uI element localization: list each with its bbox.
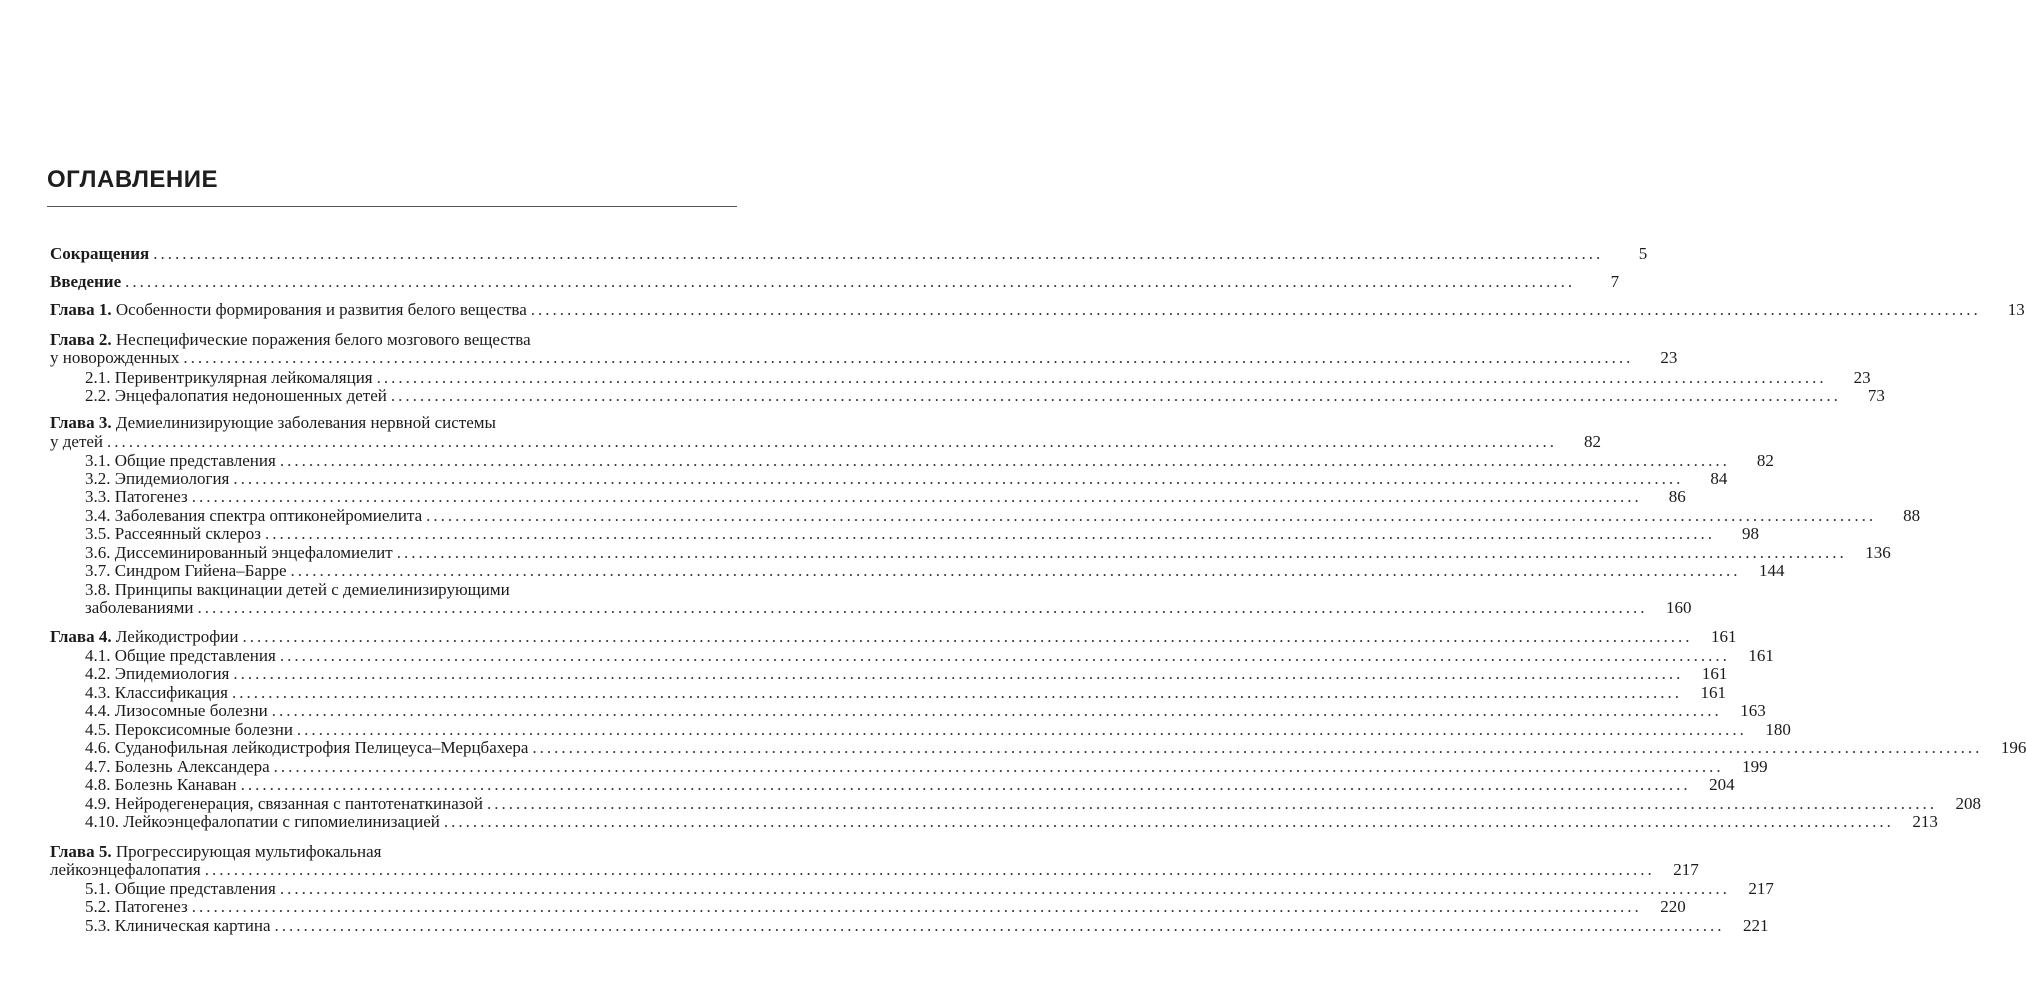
toc-entry-row — [50, 300, 2025, 320]
toc-entry-first-line — [50, 842, 382, 862]
toc-page-number: 23 — [1853, 368, 1871, 387]
dot-leader: ........................................................................................................................................................................................................ — [279, 451, 1730, 470]
dot-leader: ........................................................................................................................................................................................................ — [271, 701, 1722, 720]
dot-leader: ........................................................................................................................................................................................................ — [273, 757, 1724, 776]
toc-entry-row — [50, 627, 1737, 647]
toc-entry-line — [85, 738, 2026, 758]
toc-entry-text — [85, 386, 387, 406]
toc-entry-row — [85, 916, 1769, 936]
toc-entry-label: Глава 2. — [50, 330, 112, 349]
toc-entry-line — [85, 757, 1768, 777]
dot-leader: ........................................................................................................................................................................................................ — [279, 646, 1730, 665]
dot-leader: ........................................................................................................................................................................................................ — [191, 487, 1642, 506]
dot-leader: ........................................................................................................................................................................................................ — [530, 300, 1981, 319]
toc-page-number: 144 — [1759, 561, 1785, 580]
dot-leader: ........................................................................................................................................................................................................ — [426, 506, 1877, 525]
dot-leader: ........................................................................................................................................................................................................ — [390, 386, 1841, 405]
toc-entry-row — [85, 524, 1759, 544]
toc-entry-row — [85, 738, 2026, 758]
toc-entry-row — [85, 451, 1774, 471]
toc-entry-row — [50, 348, 1678, 368]
toc-page-number: 180 — [1765, 720, 1791, 739]
toc-entry-text — [85, 720, 293, 740]
toc-entry-row — [85, 701, 1766, 721]
toc-entry-row — [85, 757, 1768, 777]
toc-entry-title: 3.2. Эпидемиология — [85, 469, 230, 488]
toc-entry-text — [85, 701, 268, 721]
toc-entry-title: 4.6. Суданофильная лейкодистрофия Пелицеуса–Мерцбахера — [85, 738, 529, 757]
page-title: ОГЛАВЛЕНИЕ — [47, 166, 219, 193]
toc-entry-title: Особенности формирования и развития белого вещества — [115, 300, 527, 319]
toc-entry-row — [85, 720, 1791, 740]
toc-entry-line — [85, 469, 1728, 489]
toc-entry-line — [85, 897, 1686, 917]
toc-page-number: 161 — [1700, 683, 1726, 702]
toc-page-number: 161 — [1748, 646, 1774, 665]
toc-entry-line — [85, 368, 1871, 388]
toc-entry-title: 4.8. Болезнь Канаван — [85, 775, 237, 794]
toc-page-number: 204 — [1709, 775, 1735, 794]
toc-entry-title: 2.2. Энцефалопатия недоношенных детей — [85, 386, 387, 405]
toc-entry-title: 2.1. Перивентрикулярная лейкомаляция — [85, 368, 373, 387]
toc-page-number: 84 — [1710, 469, 1728, 488]
toc-entry-row — [85, 812, 1938, 832]
toc-entry-text — [50, 627, 238, 647]
dot-leader: ........................................................................................................................................................................................................ — [125, 272, 1576, 291]
toc-entry-text — [85, 487, 188, 507]
toc-entry-text — [85, 738, 528, 758]
toc-page-number: 217 — [1748, 879, 1774, 898]
dot-leader: ........................................................................................................................................................................................................ — [233, 664, 1684, 683]
toc-entry-line — [85, 386, 1885, 406]
toc-entry-label: Глава 3. — [50, 413, 112, 432]
dot-leader: ........................................................................................................................................................................................................ — [376, 368, 1827, 387]
toc-entry-text — [85, 683, 228, 703]
toc-page-number: 23 — [1660, 348, 1678, 367]
toc-page-number: 136 — [1865, 543, 1891, 562]
toc-entry-title: 5.3. Клиническая картина — [85, 916, 271, 935]
dot-leader: ........................................................................................................................................................................................................ — [107, 432, 1558, 451]
dot-leader: ........................................................................................................................................................................................................ — [191, 897, 1642, 916]
toc-entry-row — [85, 469, 1728, 489]
toc-entry-title: 4.10. Лейкоэнцефалопатии с гипомиелинизацией — [85, 812, 440, 831]
toc-entry-title: 3.4. Заболевания спектра оптиконейромиелита — [85, 506, 423, 525]
toc-entry-title: Прогрессирующая мультифокальная — [115, 842, 382, 861]
toc-entry-line — [85, 720, 1791, 740]
toc-page-number: 161 — [1710, 627, 1737, 646]
toc-entry-title: 4.5. Пероксисомные болезни — [85, 720, 293, 739]
toc-entry-text — [85, 812, 440, 832]
toc-page-number: 221 — [1743, 916, 1769, 935]
toc-entry-text — [85, 794, 483, 814]
toc-entry-title: 4.9. Нейродегенерация, связанная с пантотенаткиназой — [85, 794, 483, 813]
toc-entry-row — [85, 543, 1891, 563]
toc-entry-text — [50, 432, 103, 452]
toc-entry-row — [50, 272, 1620, 292]
dot-leader: ........................................................................................................................................................................................................ — [231, 683, 1682, 702]
toc-entry-title: 3.6. Диссеминированный энцефаломиелит — [85, 543, 393, 562]
dot-leader: ........................................................................................................................................................................................................ — [396, 543, 1847, 562]
toc-page-number: 88 — [1903, 506, 1921, 525]
toc-entry-label: Сокращения — [50, 244, 150, 263]
toc-entry-text — [85, 543, 393, 563]
toc-page-number: 5 — [1638, 244, 1648, 263]
toc-page-number: 13 — [2007, 300, 2025, 319]
toc-entry-title: 4.1. Общие представления — [85, 646, 276, 665]
toc-entry-text — [85, 897, 188, 917]
toc-entry-row — [50, 244, 1648, 264]
toc-entry-row — [85, 598, 1692, 618]
toc-entry-title: 4.2. Эпидемиология — [85, 664, 230, 683]
toc-page-number: 160 — [1665, 598, 1692, 617]
toc-entry-text — [85, 451, 276, 471]
toc-entry-line — [85, 451, 1774, 471]
toc-entry-label: Глава 1. — [50, 300, 112, 319]
toc-entry-label: Глава 4. — [50, 627, 112, 646]
toc-page-number: 196 — [2000, 738, 2026, 757]
toc-entry-title: 3.5. Рассеянный склероз — [85, 524, 261, 543]
toc-entry-text — [50, 348, 179, 368]
dot-leader: ........................................................................................................................................................................................................ — [153, 244, 1604, 263]
toc-entry-title-cont: у новорожденных — [50, 348, 180, 367]
toc-page-number: 7 — [1610, 272, 1620, 291]
toc-page-number: 73 — [1867, 386, 1885, 405]
toc-entry-line — [85, 561, 1785, 581]
toc-page-number: 213 — [1912, 812, 1938, 831]
toc-entry-title-cont: заболеваниями — [85, 598, 194, 617]
toc-entry-label: Глава 5. — [50, 842, 112, 861]
dot-leader: ........................................................................................................................................................................................................ — [486, 794, 1937, 813]
toc-entry-line — [50, 300, 2025, 320]
toc-page-number: 98 — [1741, 524, 1759, 543]
toc-entry-title: 3.8. Принципы вакцинации детей с демиелинизирующими — [85, 580, 510, 599]
toc-entry-title: 4.4. Лизосомные болезни — [85, 701, 268, 720]
toc-entry-row — [85, 879, 1774, 899]
dot-leader: ........................................................................................................................................................................................................ — [296, 720, 1747, 739]
toc-entry-title: 4.7. Болезнь Александера — [85, 757, 270, 776]
toc-entry-title: 3.7. Синдром Гийена–Барре — [85, 561, 287, 580]
toc-entry-line — [85, 487, 1686, 507]
toc-entry-line — [50, 860, 1699, 880]
toc-entry-row — [85, 794, 1981, 814]
toc-entry-text — [85, 646, 276, 666]
dot-leader: ........................................................................................................................................................................................................ — [240, 775, 1691, 794]
toc-entry-text — [50, 300, 527, 320]
toc-entry-line — [85, 598, 1692, 618]
dot-leader: ........................................................................................................................................................................................................ — [443, 812, 1894, 831]
dot-leader: ........................................................................................................................................................................................................ — [274, 916, 1725, 935]
toc-entry-title: 4.3. Классификация — [85, 683, 228, 702]
toc-entry-title: Лейкодистрофии — [115, 627, 239, 646]
toc-entry-row — [50, 860, 1699, 880]
toc-entry-line — [85, 524, 1759, 544]
toc-page-number: 82 — [1584, 432, 1602, 451]
toc-entry-row — [85, 487, 1686, 507]
toc-page-number: 163 — [1740, 701, 1766, 720]
dot-leader: ........................................................................................................................................................................................................ — [290, 561, 1741, 580]
toc-entry-title: Демиелинизирующие заболевания нервной системы — [115, 413, 496, 432]
toc-page-number: 86 — [1668, 487, 1686, 506]
toc-entry-line — [50, 432, 1602, 452]
toc-entry-title-cont: лейкоэнцефалопатия — [50, 860, 201, 879]
dot-leader: ........................................................................................................................................................................................................ — [183, 348, 1634, 367]
toc-entry-text — [85, 506, 422, 526]
toc-entry-line — [50, 348, 1678, 368]
toc-entry-line — [85, 916, 1769, 936]
toc-entry-line — [85, 812, 1938, 832]
toc-entry-row — [85, 386, 1885, 406]
toc-entry-row — [85, 775, 1735, 795]
toc-entry-row — [85, 506, 1921, 526]
dot-leader: ........................................................................................................................................................................................................ — [197, 598, 1648, 617]
toc-page-number: 208 — [1955, 794, 1981, 813]
toc-entry-first-line — [50, 330, 531, 350]
toc-entry-text — [50, 860, 201, 880]
toc-entry-title: 5.1. Общие представления — [85, 879, 276, 898]
toc-page-number: 82 — [1756, 451, 1774, 470]
toc-entry-row — [85, 368, 1871, 388]
dot-leader: ........................................................................................................................................................................................................ — [204, 860, 1655, 879]
toc-entry-title: Неспецифические поражения белого мозгового вещества — [115, 330, 531, 349]
toc-entry-first-line — [85, 580, 510, 600]
toc-entry-label: Введение — [50, 272, 122, 291]
toc-entry-line — [85, 683, 1726, 703]
toc-entry-line — [50, 627, 1737, 647]
toc-page-number: 199 — [1742, 757, 1768, 776]
toc-entry-text — [85, 368, 373, 388]
dot-leader: ........................................................................................................................................................................................................ — [532, 738, 1983, 757]
toc-entry-text — [85, 598, 193, 618]
toc-page-number: 220 — [1660, 897, 1686, 916]
toc-entry-title: 3.1. Общие представления — [85, 451, 276, 470]
toc-entry-row — [50, 432, 1602, 452]
toc-entry-text — [85, 775, 237, 795]
toc-entry-title-cont: у детей — [50, 432, 104, 451]
toc-entry-text — [85, 916, 271, 936]
toc-entry-line — [85, 506, 1921, 526]
toc-entry-title: 5.2. Патогенез — [85, 897, 188, 916]
toc-entry-line — [50, 272, 1620, 292]
toc-entry-row — [85, 664, 1728, 684]
toc-entry-line — [85, 646, 1774, 666]
toc-entry-row — [85, 646, 1774, 666]
toc-entry-title: 3.3. Патогенез — [85, 487, 188, 506]
toc-entry-line — [85, 879, 1774, 899]
toc-entry-text — [50, 272, 121, 292]
toc-entry-text — [85, 524, 261, 544]
toc-page-number: 217 — [1673, 860, 1699, 879]
toc-entry-row — [85, 897, 1686, 917]
toc-entry-row — [85, 561, 1785, 581]
dot-leader: ........................................................................................................................................................................................................ — [233, 469, 1684, 488]
toc-entry-text — [50, 244, 149, 264]
toc-entry-text — [85, 879, 276, 899]
toc-entry-first-line — [50, 413, 496, 433]
toc-entry-line — [85, 664, 1728, 684]
toc-entry-line — [50, 244, 1648, 264]
toc-entry-line — [85, 794, 1981, 814]
toc-entry-row — [85, 683, 1726, 703]
toc-entry-line — [85, 543, 1891, 563]
toc-entry-text — [85, 757, 270, 777]
toc-entry-text — [85, 469, 229, 489]
toc-entry-line — [85, 701, 1766, 721]
toc-entry-text — [85, 664, 229, 684]
toc-page-number: 161 — [1701, 664, 1728, 683]
toc-entry-text — [85, 561, 287, 581]
dot-leader: ........................................................................................................................................................................................................ — [264, 524, 1715, 543]
dot-leader: ........................................................................................................................................................................................................ — [242, 627, 1693, 646]
dot-leader: ........................................................................................................................................................................................................ — [279, 879, 1730, 898]
toc-entry-line — [85, 775, 1735, 795]
